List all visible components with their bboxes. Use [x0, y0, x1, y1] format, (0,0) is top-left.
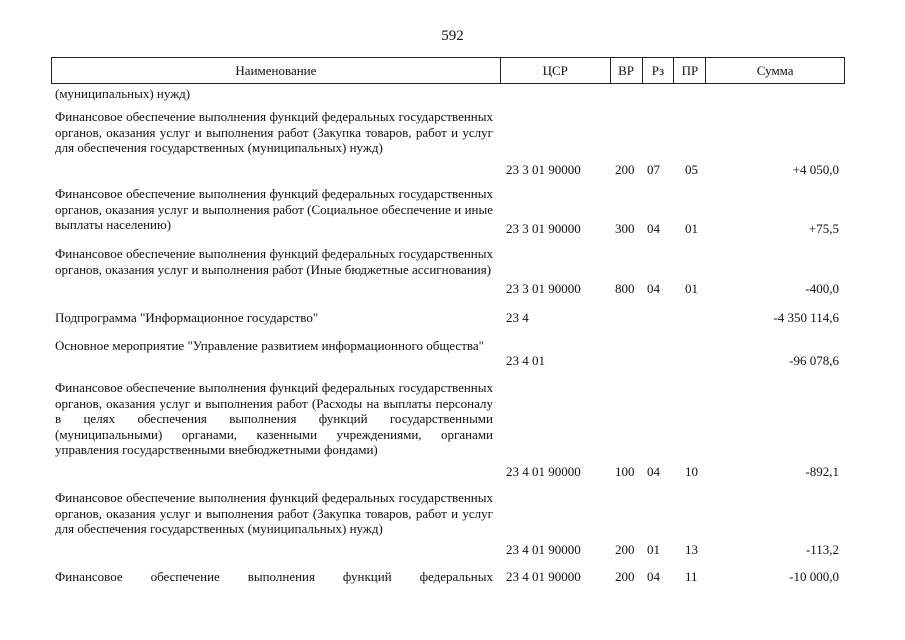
header-pr: ПР [674, 58, 706, 83]
header-vr: ВР [611, 58, 643, 83]
row-vr: 200 [615, 162, 635, 177]
row-name: Основное мероприятие "Управление развитием информационного общества" [55, 338, 484, 353]
row-sum: -96 078,6 [789, 353, 839, 368]
row-vr: 100 [615, 464, 635, 479]
table-row [51, 109, 845, 179]
table-row [51, 186, 845, 236]
row-name: Финансовое обеспечение выполнения функций федеральных государственных органов, оказания услуг и выполнения работ (Закупка товаров, работ и услуг для обеспечения государственных (муниципальных) нужд) [55, 109, 493, 155]
page-number: 592 [441, 28, 464, 44]
table-row [51, 338, 845, 372]
header-rz: Рз [643, 58, 675, 83]
row-rz: 04 [647, 221, 660, 236]
row-name: Финансовое обеспечение выполнения функций федеральных государственных органов, оказания услуг и выполнения работ (Социальное обеспечение и иные выплаты населению) [55, 186, 493, 232]
row-vr: 200 [615, 542, 635, 557]
row-vr: 300 [615, 221, 635, 236]
row-csr: 23 3 01 90000 [506, 281, 581, 296]
row-pr: 01 [685, 221, 698, 236]
row-rz: 04 [647, 569, 660, 584]
table-row [51, 380, 845, 480]
row-sum: -4 350 114,6 [773, 310, 839, 325]
row-pr: 11 [685, 569, 698, 584]
row-csr: 23 4 01 90000 [506, 569, 581, 584]
row-sum: -892,1 [805, 464, 839, 479]
table-row [51, 86, 845, 102]
row-csr: 23 3 01 90000 [506, 221, 581, 236]
row-csr: 23 3 01 90000 [506, 162, 581, 177]
row-name: Финансовое обеспечение выполнения функций федеральных [55, 569, 493, 584]
row-sum: +75,5 [808, 221, 839, 236]
row-name: Подпрограмма "Информационное государство" [55, 310, 319, 325]
row-rz: 04 [647, 281, 660, 296]
row-vr: 200 [615, 569, 635, 584]
row-rz: 07 [647, 162, 660, 177]
row-name: Финансовое обеспечение выполнения функций федеральных государственных органов, оказания услуг и выполнения работ (Расходы на выплаты персоналу в целях обеспечения выполнения функций государственными (муниципальными) органами, казенными учреждениями, органами управления государственными внебюджетными фондами) [55, 380, 493, 457]
header-name: Наименование [52, 58, 501, 83]
table-row [51, 490, 845, 558]
table-row [51, 246, 845, 296]
row-vr: 800 [615, 281, 635, 296]
header-csr: ЦСР [501, 58, 611, 83]
row-name: Финансовое обеспечение выполнения функций федеральных государственных органов, оказания услуг и выполнения работ (Закупка товаров, работ и услуг для обеспечения государственных (муниципальных) нужд) [55, 490, 493, 536]
row-rz: 04 [647, 464, 660, 479]
row-rz: 01 [647, 542, 660, 557]
table-row [51, 310, 845, 328]
table-row [51, 569, 845, 587]
row-csr: 23 4 01 [506, 353, 545, 368]
row-csr: 23 4 [506, 310, 529, 325]
row-csr: 23 4 01 90000 [506, 542, 581, 557]
table-header [51, 57, 845, 84]
row-name: (муниципальных) нужд) [55, 86, 191, 101]
row-sum: -10 000,0 [789, 569, 839, 584]
row-pr: 10 [685, 464, 698, 479]
row-sum: -400,0 [805, 281, 839, 296]
row-name: Финансовое обеспечение выполнения функций федеральных государственных органов, оказания услуг и выполнения работ (Иные бюджетные ассигнования) [55, 246, 493, 277]
row-pr: 01 [685, 281, 698, 296]
row-csr: 23 4 01 90000 [506, 464, 581, 479]
row-pr: 05 [685, 162, 698, 177]
row-sum: -113,2 [805, 542, 839, 557]
row-sum: +4 050,0 [792, 162, 839, 177]
row-pr: 13 [685, 542, 698, 557]
header-sum: Сумма [756, 62, 794, 78]
